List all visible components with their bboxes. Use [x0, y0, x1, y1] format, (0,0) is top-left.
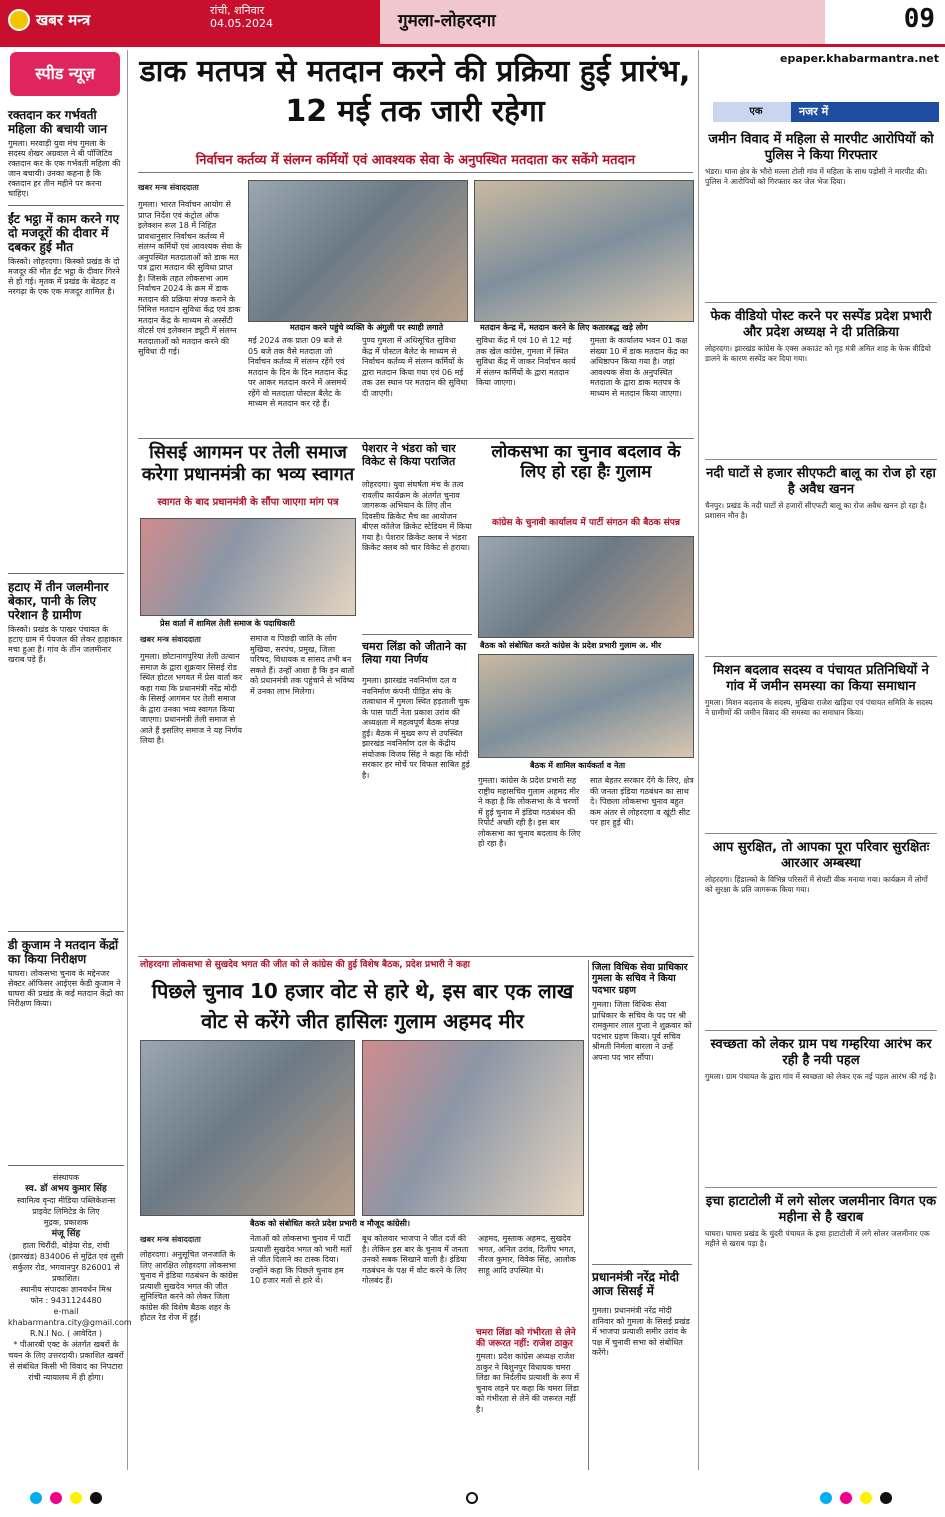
photo-workers-meeting	[478, 654, 694, 758]
imprint-title: संस्थापक	[52, 1173, 80, 1182]
sisai-subhead: स्वागत के बाद प्रधानमंत्री के सौंपा जाएगा मांग पत्र	[157, 497, 339, 508]
divider	[362, 634, 472, 635]
masthead	[0, 0, 380, 44]
imprint-rni: R.N.I No. ( आवेदित )	[30, 1329, 102, 1338]
imprint-printer-label: मुद्रक, प्रकाशक	[43, 1218, 89, 1227]
chamra-headline: चमरा लिंडा को जीताने का लिया गया निर्णय	[362, 640, 467, 667]
brand-name: खबर मन्त्र	[36, 11, 91, 29]
gulam-subhead: कांग्रेस के चुनावी कार्यालय में पार्टी संगठन की बैठक संपन्न	[492, 518, 680, 528]
left-story-head: हटाए में तीन जलमीनार बेकार, पानी के लिए परेशान है ग्रामीण	[8, 580, 109, 622]
right-story-head: स्वच्छता को लेकर ग्राम पथ गम्हरिया आरंभ कर रही है नयी पहल	[710, 1037, 932, 1068]
photo-caption: बैठक को संबोधित करते कांग्रेस के प्रदेश प्रभारी गुलाम अ. मीर	[480, 640, 694, 651]
section-banner	[380, 0, 825, 44]
main-headline: डाक मतपत्र से मतदान करने की प्रक्रिया हुई प्रारंभ, 12 मई तक जारी रहेगा	[139, 54, 691, 129]
lead-body-column-2: मई 2024 तक प्रातः 09 बजे से 05 बजे तक वैसे मतदाता जो निर्वाचन कर्तव्य में संलग्न रहेंगे एवं मतदान के दिन के दिन मतदान केंद्र पर आकर मतदान करने में असमर्थ रहेंगे वो मतदाता पोस्टल बैलेट के माध्यम से मतदान कर रहे हैं।	[248, 336, 348, 408]
photo-caption: मतदान करने पहुंचे व्यक्ति के अंगुली पर स्याही लगाते	[290, 322, 480, 333]
yellow-mark-icon	[70, 1492, 82, 1504]
photo-banner-audience	[362, 1040, 584, 1216]
photo-caption: मतदान केन्द्र में, मतदान करने के लिए कतारबद्ध खड़े लोग	[480, 322, 690, 333]
legal-body: गुमला। जिला विधिक सेवा प्राधिकार के सचिव के पद पर श्री रामकुमार लाल गुप्ता ने शुक्रवार को पदभार ग्रहण किया। पूर्व सचिव श्रीमती निर्मला बारला ने उन्हें अपना पद भार सौंपा।	[592, 1000, 692, 1062]
left-story-head: ईंट भट्ठा में काम करने गए दो मजदूरों की दीवार में दबकर हुई मौत	[8, 212, 120, 254]
dateline-city: रांची, शनिवार	[210, 4, 265, 17]
divider	[592, 1264, 692, 1265]
photo-caption: बैठक में शामिल कार्यकर्ता व नेता	[530, 760, 694, 771]
imprint-note: * पीआरबी एक्ट के अंतर्गत खबरों के चयन के लिए उत्तरदायी। प्रकाशित खबरों से संबंधित किसी भी विवाद का निपटारा रांची न्यायालय में ही होगा।	[8, 1340, 124, 1382]
page-number-box	[825, 0, 945, 44]
cricket-body: लोहरदगा। युवा संघर्षता मंच के तत्व रावलीय कार्यक्रम के अंतर्गत चुनाव जागरूक अभियान के लिए तीन दिवसीय क्रिकेट मैच का आयोजन बीएस कॉलेज क्रिकेट स्टेडियम में किया गया है। पेशरार क्रिकेट क्लब ने भंडरा क्रिकेट क्लब को चार विकेट से हराया।	[362, 480, 472, 552]
photo-caption: बैठक को संबोधित करते प्रदेश प्रभारी व मौजूद कांग्रेसी।	[250, 1218, 530, 1229]
yellow-mark-icon	[860, 1492, 872, 1504]
divider	[8, 931, 124, 932]
right-story-head: मिशन बदलाव सदस्य व पंचायत प्रतिनिधियों ने गांव में जमीन समस्या का किया समाधान	[713, 663, 929, 694]
sisai-body-1: गुमला। छोटानागपुरिया तेली उत्थान समाज के द्वारा शुक्रवार सिसई रोड स्थित होटल भगवत में प्रेस वार्ता कर कहा गया कि प्रधानमंत्री नरेंद्र मोदी के सिसई आगमन पर तेली समाज के द्वारा उनका भव्य स्वागत किया जाएगा। प्रधानमंत्री तेली समाज से आते हैं इसलिए समाज ने यह निर्णय लिया है।	[140, 652, 243, 745]
black-mark-icon	[90, 1492, 102, 1504]
imprint-email-label: e-mail	[53, 1307, 79, 1316]
banner-body-4: अहमद, मुस्ताक अहमद, सुखदेव भगत, अनिल उरांव, दिलीप भगत, नीरज कुमार, विवेक सिंह, आलोक साहू आदि उपस्थित थे।	[478, 1234, 576, 1275]
divider	[705, 833, 937, 834]
gulam-body-1: गुमला। कांग्रेस के प्रदेश प्रभारी सह राष्ट्रीय महासचिव गुलाम अहमद मीर ने कहा है कि लोकसभा के ये चरणों में हुई चुनाव में इंडिया गठबंधन की रिपोर्ट अच्छी रही है। इस बार लोकसभा का चुनाव बदलाव के लिए हो रहा है।	[478, 776, 581, 848]
right-story-head: फेक वीडियो पोस्ट करने पर सस्पेंड प्रदेश प्रभारी और प्रदेश अध्यक्ष ने दी प्रतिक्रिया	[710, 309, 932, 340]
epaper-url[interactable]: epaper.khabarmantra.net	[780, 52, 939, 65]
banner-body-2: नेताओं को लोकसभा चुनाव में पार्टी प्रत्याशी सुखदेव भगत को भारी मतों से जीत दिलाने का टास्क दिया। उन्होंने कहा कि पिछले चुनाव हम 10 हजार मतों से हारे थे।	[250, 1234, 352, 1285]
right-story-body: गुमला। ग्राम पंचायत के द्वारा गांव में स्वच्छता को लेकर एक नई पहल आरंभ की गई है।	[705, 1072, 937, 1081]
photo-press-conference	[140, 518, 356, 616]
divider	[8, 205, 124, 206]
photo-voters-queue	[474, 180, 694, 322]
brand-logo-icon	[8, 9, 30, 31]
dateline-date: 04.05.2024	[210, 17, 273, 30]
right-story-body: लोहरदगा। हिंडाल्को के विभिन्न परिसरों में सेफ्टी वीक मनाया गया। कार्यक्रम में लोगों को सुरक्षा के प्रति जागरूक किया गया।	[705, 875, 928, 894]
divider	[8, 1165, 124, 1166]
imprint-box	[8, 1172, 132, 1383]
imprint-editor: स्थानीय संपादकः ज्ञानवर्धन मिश्र	[20, 1285, 112, 1294]
main-subheadline: निर्वाचन कर्तव्य में संलग्न कर्मियों एवं आवश्यक सेवा के अनुपस्थित मतदाता कर सकेंगे मतदान	[195, 153, 636, 168]
right-story-body: लोहरदगा। झारखंड कांग्रेस के एक्स अकाउंट को गृह मंत्री अमित शाह के फेक वीडियो डालने के कारण सस्पेंड कर दिया गया।	[705, 344, 931, 363]
imprint-owner: स्वामित्व वृन्दा मीडिया पब्लिकेशन्स प्राइवेट लिमिटेड के लिए	[16, 1196, 116, 1216]
right-story-body: भंडरा। थाना क्षेत्र के भौरो मल्ला टोली गांव में महिला के साथ पड़ोसी ने मारपीट की। पुलिस ने आरोपियों को गिरफ्तार कर जेल भेज दिया।	[705, 167, 928, 186]
divider	[588, 960, 589, 1470]
left-story-text: गुमला। मरवाड़ी युवा मंच गुमला के सदस्य शेखर अग्रवाल ने बी पॉजिटिव रक्तदान कर के एक गर्भवती महिला की जान बचायी। उनका कहना है कि रक्तदान हर तीन महीने पर करना चाहिए।	[8, 139, 121, 198]
magenta-mark-icon	[50, 1492, 62, 1504]
sisai-headline: सिसई आगमन पर तेली समाज करेगा प्रधानमंत्री का भव्य स्वागत	[141, 442, 355, 485]
magenta-mark-icon	[840, 1492, 852, 1504]
chamra-body: गुमला। झारखंड नवनिर्माण दल व नवनिर्माण कंपनी पीड़ित संघ के तत्वाधान में गुमला स्थित हड़ताली चुक के पास पार्टी नेता प्रकाश उरांव की अध्यक्षता में महत्वपूर्ण बैठक संपन्न हुई। बैठक में मुख्य रूप से उपस्थित झारखंड नवनिर्माण दल के केंद्रीय संयोजक विजय सिंह ने कहा कि मोदी सरकार हर मोर्चे पर विफल साबित हुई है।	[362, 676, 470, 780]
ek-label: एक	[713, 102, 799, 122]
banner-body-3: बूथ कोलवार भाजपा ने जीत दर्ज की है। लेकिन इस बार के चुनाव में जनता उनको सबक सिखाने वाली है। इंडिया गठबंधन के पक्ष में वोट करने के लिए गोलबंद हैं।	[362, 1234, 469, 1285]
photo-voter-ink	[248, 180, 468, 322]
imprint-phone: फोन : 9431124480	[30, 1296, 102, 1305]
left-story-head: रक्तदान कर गर्भवती महिला की बचायी जान	[8, 108, 108, 136]
divider	[705, 459, 937, 460]
right-story-body: गुमला। मिशन बदलाव के सदस्य, मुखिया राजेश खड़िया एवं पंचायत समिति के सदस्य ने ग्रामीणों की जमीन विवाद की समस्या का समाधान किया।	[705, 698, 933, 717]
chamra2-body: गुमला। प्रदेश कांग्रेस अध्यक्ष राजेश ठाकुर ने बिशुनपुर विधायक चमरा लिंडा का निर्दलीय प्रत्याशी के रूप में चुनाव लड़ने पर कहा कि चमरा लिंडा को गंभीरता से लेने की जरूरत नहीं है।	[476, 1352, 580, 1414]
dateline	[210, 4, 273, 30]
right-column	[698, 50, 940, 1470]
divider	[138, 172, 693, 173]
speed-news-badge: स्पीड न्यूज़	[10, 52, 120, 96]
lead-body-column-4: सुविधा केंद्र में एवं 10 से 12 मई तक खेल कांग्रेस, गुमला में स्थित सुविधा केंद्र में जाकर निर्वाचन कार्य में संलग्न कर्मियों के द्वारा मतदान किया जाएगा।	[476, 336, 576, 387]
banner-quote: पिछले चुनाव 10 हजार वोट से हारे थे, इस बार एक लाख वोट से करेंगे जीत हासिलः गुलाम अहमद मीर	[151, 979, 574, 1033]
byline: खबर मन्त्र संवाददाता	[140, 1235, 201, 1244]
divider	[138, 956, 694, 957]
cyan-mark-icon	[30, 1492, 42, 1504]
black-mark-icon	[880, 1492, 892, 1504]
modi-body: गुमला। प्रधानमंत्री नरेंद्र मोदी शनिवार को गुमला के सिसई प्रखंड में भाजपा प्रत्याशी समीर उरांव के पक्ष में चुनावी सभा को संबोधित करेंगे।	[592, 1306, 690, 1357]
gulam-headline: लोकसभा का चुनाव बदलाव के लिए हो रहा हैः गुलाम	[491, 442, 681, 483]
header-rule	[0, 44, 945, 47]
right-story-body: घाघरा। घाघरा प्रखंड के चुंदरी पंचायत के इचा हाटाटोली में लगे सोलर जलमीनार एक महीने से खराब पड़ा है।	[705, 1229, 930, 1248]
crosshair-mark-icon	[466, 1492, 478, 1504]
divider	[705, 302, 937, 303]
left-story-text: घाघरा। लोकसभा चुनाव के मद्देनजर सेक्टर ऑफिसर आईएस केडी कुजाम ने घाघरा की प्रखंड के कई मतदान केंद्रो का निरीक्षण किया।	[8, 969, 124, 1008]
right-story-head: जमीन विवाद में महिला से मारपीट आरोपियों को पुलिस ने किया गिरफ्तार	[708, 132, 934, 163]
byline: खबर मन्त्र संवाददाता	[138, 183, 199, 192]
photo-gulam-addressing	[478, 536, 694, 638]
modi-headline: प्रधानमंत्री नरेंद्र मोदी आज सिसई में	[592, 1270, 679, 1299]
banner-kicker: लोहरदगा लोकसभा से सुखदेव भगत की जीत को ले कांग्रेस की हुई विशेष बैठक, प्रदेश प्रभारी ने कहा	[140, 960, 471, 970]
legal-headline: जिला विधिक सेवा प्राधिकार गुमला के सचिव ने किया पदभार ग्रहण	[592, 962, 688, 996]
page-number: 09	[903, 4, 935, 34]
section-title: गुमला-लोहरदगा	[398, 11, 496, 31]
divider	[705, 656, 937, 657]
byline: खबर मन्त्र संवाददाता	[140, 635, 201, 644]
imprint-founder: स्व. डॉ अभय कुमार सिंह	[25, 1184, 107, 1194]
divider	[705, 1030, 937, 1031]
divider	[705, 1187, 937, 1188]
imprint-email[interactable]: khabarmantra.city@gmail.com	[8, 1318, 132, 1327]
lead-body-column-5: गुमला के कार्यालय भवन 01 कक्ष संख्या 10 में डाक मतदान केंद्र का अधिष्ठापन किया गया है। जहां आवश्यक सेवा के अनुपस्थित मतदाता के द्वारा डाक मतपत्र के माध्यम से मतदान किया जाएगा।	[590, 336, 689, 398]
sisai-body-2: समाज व पिछड़ी जाति के लोग मुखिया, सरपंच, प्रमुख, जिला परिषद, विधायक व सांसद तभी बन सकते हैं। उन्हों आशा है कि इन बातों को प्रधानमंत्री तक पहुंचाने से भविष्य में उनका लाभ मिलेगा।	[250, 634, 355, 696]
right-story-head: आप सुरक्षित, तो आपका पूरा परिवार सुरक्षितः आरआर अम्बस्था	[712, 840, 930, 871]
right-story-body: चैनपुर। प्रखंड के नदी घाटों से हजारों सीएफटी बालू का रोज अवैध खनन हो रहा है। प्रशासन मौन है।	[705, 501, 927, 520]
banner-body-1: लोहरदगा। अनुसूचित जनजाति के लिए आरक्षित लोहरदगा लोकसभा चुनाव में इंडिया गठबंधन के कांग्रेस प्रत्याशी सुखदेव भगत की जीत सुनिश्चित करने को लेकर जिला कांग्रेस की विशेष बैठक शहर के होटल रेड रोज में हुई।	[140, 1250, 238, 1322]
cyan-mark-icon	[820, 1492, 832, 1504]
photo-caption: प्रेस वार्ता में शामिल तेली समाज के पदाधिकारी	[160, 618, 356, 629]
divider	[138, 438, 694, 439]
right-story-head: इचा हाटाटोली में लगे सोलर जलमीनार विगत एक महीना से है खराब	[705, 1194, 937, 1225]
chamra2-headline: चमरा लिंडा को गंभीरता से लेने की जरूरत नहीं: राजेश ठाकुर	[476, 1328, 576, 1349]
right-story-head: नदी घाटों से हजार सीएफटी बालू का रोज हो रहा है अवैध खनन	[706, 466, 936, 497]
left-story-text: किस्को। प्रखंड के पाखर पंचायत के हटाए ग्राम में पेयजल की लेकर हाहाकार मचा हुआ है। गांव के तीन जलमीनार खराब पड़े हैं।	[8, 625, 122, 664]
left-column	[6, 50, 132, 1470]
lead-body-column-1: गुमला। भारत निर्वाचन आयोग से प्राप्त निर्देश एवं कंट्रोल ऑफ इलेक्शन रूल 18 में निहित प्रावधानुसार निर्वाचन कर्तव्य में संलग्न कर्मियों एवं आवश्यक सेवा के अनुपस्थित मतदाताओं को डाक मत पत्र द्वारा मतदान की सुविधा प्राप्त है। जिसके तहत लोकसभा आम निर्वाचन 2024 के क्रम में डाक मतदान की प्रक्रिया संपन्न कराने के निमित्त मतदान सुविधा केंद्र एवं डाक मतदान केंद्र के माध्यम से अस्सेंटी वोटर्स एवं इलेक्शन ड्यूटी में संलग्न मतदाताओं को मतदान करने की सुविधा दी गई।	[138, 200, 242, 356]
left-stories	[8, 102, 132, 1383]
right-stories	[705, 126, 937, 1309]
imprint-address: हाता चिरौंदी, बोड़ेया रोड, रांची (झारखंड) 834006 से मुद्रित एवं लुसी सर्कुलर रोड, भगवानपुर 826001 से प्रकाशित।	[8, 1241, 124, 1283]
divider	[8, 573, 124, 574]
left-story-head: डी कुजाम ने मतदान केंद्रों का किया निरीक्षण	[8, 938, 119, 966]
nazar-label: नजर में	[791, 102, 939, 122]
photo-banner-addressing	[140, 1040, 355, 1216]
gulam-body-2: सात बेहतर सरकार देंगे के लिए, क्षेत्र की जनता इंडिया गठबंधन का साथ दे। पिछला लोकसभा चुनाव बहुत कम अंतर से लोहरदगा व खूंटी सीट पर हार हुई थी।	[590, 776, 694, 827]
imprint-printer: मंजू सिंह	[51, 1229, 81, 1239]
left-story-text: किस्को। लोहरदगा। किस्को प्रखंड के दो मजदूर की मौत ईंट भट्ठा के दीवार गिरने से हो गई। मृतक में प्रखंड के बेठहट व नरगढ़ा के एक एक मजदूर शामिल है।	[8, 257, 120, 296]
lead-body-column-3: पुण्य गुमला में अधिसूचित सुविधा केंद्र में पोस्टल बैलेट के माध्यम से निर्वाचन कर्तव्य में संलग्न कर्मियों के द्वारा मतदान किया गया एवं 06 मई तक उस स्थान पर मतदान की सुविधा दी जाएगी।	[362, 336, 468, 398]
cricket-headline: पेशरार ने भंडरा को चार विकेट से किया पराजित	[362, 442, 456, 469]
print-registration-bar	[0, 1480, 945, 1517]
